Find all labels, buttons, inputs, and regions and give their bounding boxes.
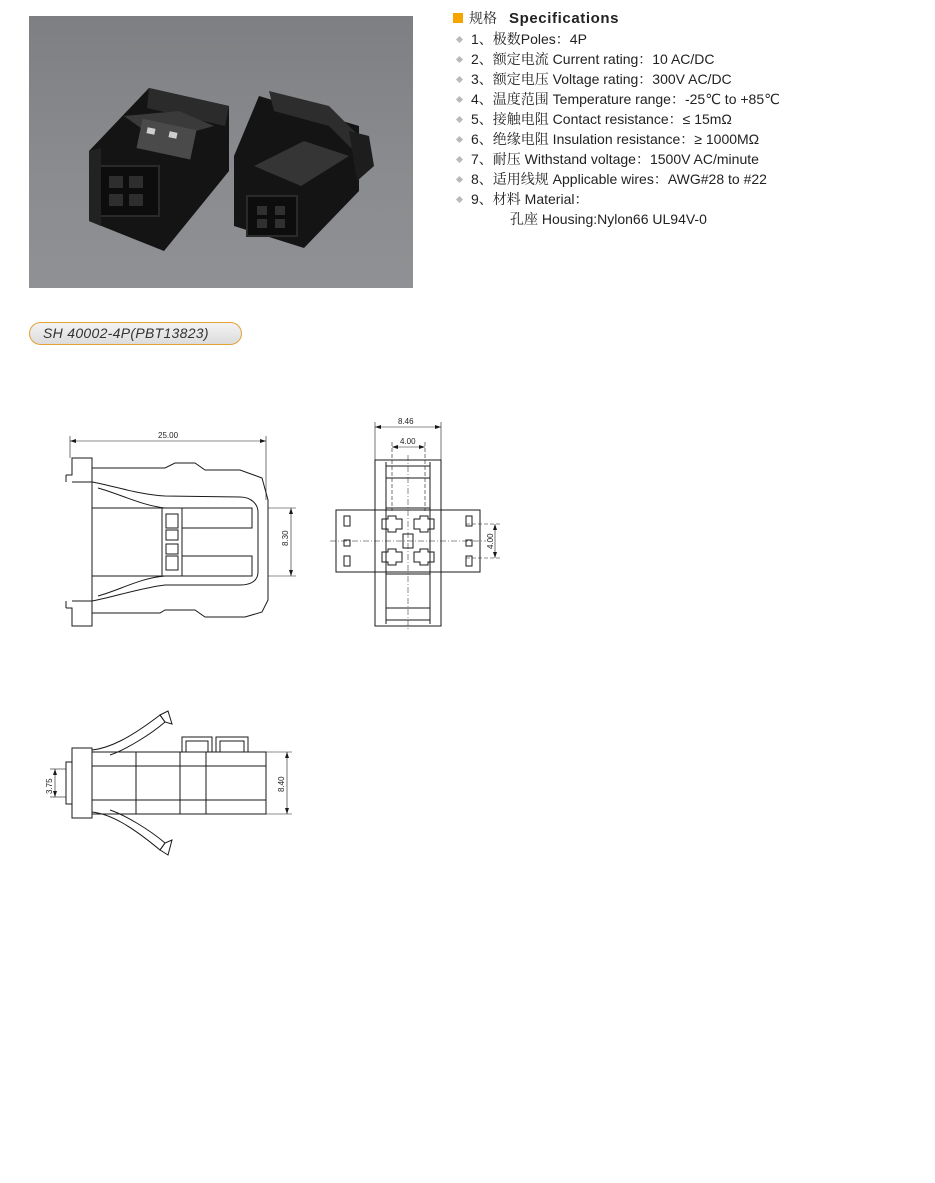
spec-item xyxy=(453,69,923,89)
front-view xyxy=(330,417,500,630)
diamond-bullet-icon xyxy=(456,135,463,142)
spec-item xyxy=(453,169,923,189)
specifications-heading-en: Specifications xyxy=(509,9,620,27)
spec-item-text: 2、额定电流 Current rating：10 AC/DC xyxy=(471,51,715,67)
diamond-bullet-icon xyxy=(456,95,463,102)
spec-item xyxy=(453,189,923,209)
spec-item xyxy=(453,29,923,49)
diamond-bullet-icon xyxy=(456,35,463,42)
dim-side-height: 8.30 xyxy=(281,530,290,546)
diamond-bullet-icon xyxy=(456,75,463,82)
specifications-heading-cn: 规格 xyxy=(469,10,497,26)
dim-bottom-right: 8.40 xyxy=(277,776,286,792)
dim-front-pitch-h: 4.00 xyxy=(400,437,416,446)
side-view xyxy=(66,431,296,626)
spec-item-text: 9、材料 Material： xyxy=(471,191,589,207)
connector-photo-right xyxy=(234,91,374,248)
connector-photo-left xyxy=(89,88,229,251)
diamond-bullet-icon xyxy=(456,115,463,122)
technical-drawing xyxy=(0,400,935,880)
diamond-bullet-icon xyxy=(456,55,463,62)
dim-front-width: 8.46 xyxy=(398,417,414,426)
model-label: SH 40002-4P(PBT13823) xyxy=(29,322,242,345)
spec-item-text: 4、温度范围 Temperature range：-25℃ to +85℃ xyxy=(471,91,780,107)
spec-item xyxy=(453,129,923,149)
material-detail: 孔座 Housing:Nylon66 UL94V-0 xyxy=(510,211,707,227)
bottom-view xyxy=(45,711,292,855)
spec-item xyxy=(453,109,923,129)
spec-item-text: 8、适用线规 Applicable wires：AWG#28 to #22 xyxy=(471,171,767,187)
dim-bottom-left: 3.75 xyxy=(45,778,54,794)
dim-side-length: 25.00 xyxy=(158,431,179,440)
specifications-list xyxy=(453,29,923,209)
diamond-bullet-icon xyxy=(456,175,463,182)
spec-item-text: 7、耐压 Withstand voltage：1500V AC/minute xyxy=(471,151,759,167)
spec-item-text: 3、额定电压 Voltage rating：300V AC/DC xyxy=(471,71,732,87)
square-bullet-icon xyxy=(453,13,463,23)
spec-item xyxy=(453,149,923,169)
diamond-bullet-icon xyxy=(456,155,463,162)
specifications-heading xyxy=(453,8,923,28)
spec-item-text: 6、绝缘电阻 Insulation resistance：≥ 1000MΩ xyxy=(471,131,760,147)
product-photo xyxy=(29,16,413,288)
spec-item xyxy=(453,89,923,109)
dim-front-pitch-v: 4.00 xyxy=(486,533,495,549)
specifications-panel xyxy=(453,8,923,229)
spec-item-text: 1、极数Poles：4P xyxy=(471,31,587,47)
spec-item-text: 5、接触电阻 Contact resistance：≤ 15mΩ xyxy=(471,111,732,127)
spec-item xyxy=(453,49,923,69)
diamond-bullet-icon xyxy=(456,195,463,202)
